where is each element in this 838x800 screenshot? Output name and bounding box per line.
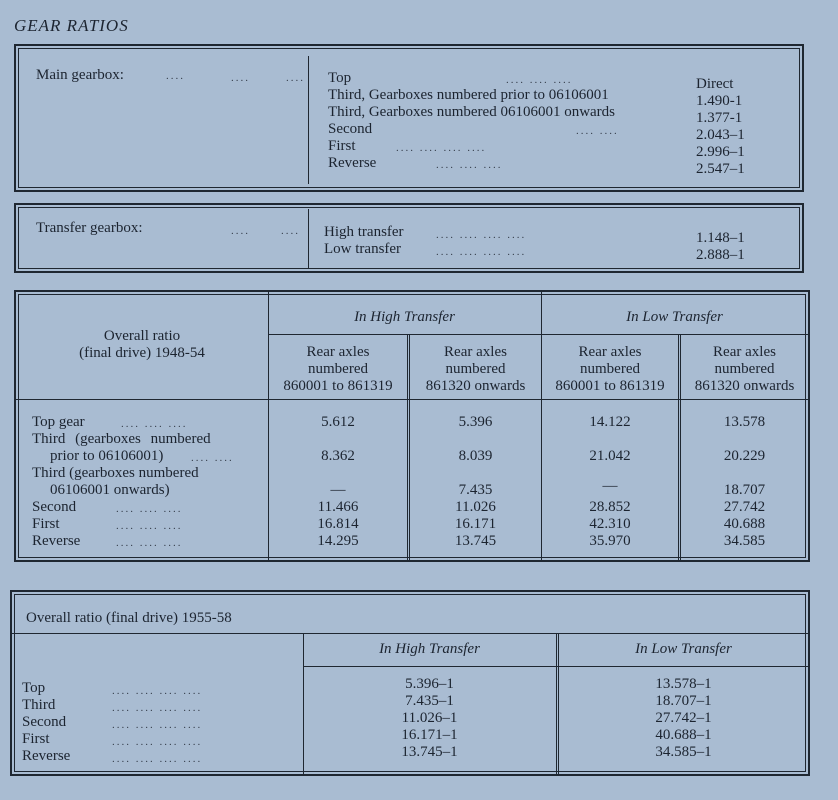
main-gear-second: Second xyxy=(328,121,373,137)
cell-reverse-c3: 35.970 xyxy=(589,533,631,549)
cell-reverse-c2: 13.745 xyxy=(454,533,497,549)
overall-1955-gear-top: Top xyxy=(22,680,46,696)
cell-third-a-c3: 21.042 xyxy=(589,448,631,464)
group-low-transfer: In Low Transfer xyxy=(626,309,723,325)
col-header-1-line2: numbered xyxy=(308,361,368,377)
col-header-4-line2: numbered xyxy=(714,361,775,377)
row-label-third-b2: 06106001 onwards) xyxy=(50,482,170,498)
cell-top-c2: 5.396 xyxy=(458,414,493,430)
overall-1955-high-second: 11.026–1 xyxy=(401,710,458,726)
overall-1955-group-low: In Low Transfer xyxy=(635,641,732,657)
overall-1948-label-1: Overall ratio xyxy=(103,328,181,344)
cell-third-a-c1: 8.362 xyxy=(321,448,355,464)
overall-1955-gear-second: Second xyxy=(22,714,67,730)
transfer-gearbox-label: Transfer gearbox: xyxy=(36,220,143,236)
main-gear-third-prior: Third, Gearboxes numbered prior to 06106001 xyxy=(328,87,609,103)
overall-1955-high-third: 7.435–1 xyxy=(405,693,454,709)
overall-1955-low-reverse: 34.585–1 xyxy=(655,744,712,760)
cell-second-c4: 27.742 xyxy=(723,499,766,515)
overall-1955-low-top: 13.578–1 xyxy=(655,676,712,692)
col-header-4-line3: 861320 onwards xyxy=(694,378,795,394)
overall-1955-group-high: In High Transfer xyxy=(379,641,480,657)
overall-1955-high-first: 16.171–1 xyxy=(401,727,458,743)
main-ratio-third-onwards: 1.377-1 xyxy=(696,110,743,126)
main-gearbox-box: Main gearbox: .... .... .... Top Third, Gearboxes numbered prior to 06106001 Third, Gearboxes numbered 06106001 onwards Second First Reverse .... .... .... .... .... .... .... .... .... .... .... .... Direct 1.490-1 1.377-1 2.043–1 2.996–1 2.547–1 xyxy=(14,44,804,192)
cell-third-b-c4: 18.707 xyxy=(723,482,766,498)
col-header-4-line1: Rear axles xyxy=(713,344,776,360)
cell-top-c4: 13.578 xyxy=(723,414,766,430)
cell-third-b-c2: 7.435 xyxy=(458,482,493,498)
row-label-third-b1: Third (gearboxes numbered xyxy=(32,465,199,481)
transfer-gearbox-box: Transfer gearbox: .... .... High transfer Low transfer .... .... .... .... .... .... .... .... 1.148–1 2.888–1 xyxy=(14,203,804,273)
cell-reverse-c1: 14.295 xyxy=(317,533,359,549)
row-label-first: First xyxy=(32,516,60,532)
overall-1955-gear-reverse: Reverse xyxy=(22,748,71,764)
main-gear-reverse: Reverse xyxy=(328,155,377,171)
cell-first-c1: 16.814 xyxy=(317,516,359,532)
overall-1955-high-reverse: 13.745–1 xyxy=(401,744,458,760)
overall-1948-label-2: (final drive) 1948-54 xyxy=(79,345,205,361)
overall-1955-gear-third: Third xyxy=(22,697,56,713)
overall-1955-high-top: 5.396–1 xyxy=(405,676,454,692)
transfer-gear-high: High transfer xyxy=(324,224,404,240)
col-header-3-line1: Rear axles xyxy=(578,344,642,360)
cell-second-c2: 11.026 xyxy=(455,499,496,515)
page-title: GEAR RATIOS xyxy=(14,16,129,35)
overall-1955-low-second: 27.742–1 xyxy=(655,710,712,726)
transfer-gear-low: Low transfer xyxy=(324,241,402,257)
col-header-2-line3: 861320 onwards xyxy=(425,378,526,394)
transfer-ratio-low: 2.888–1 xyxy=(696,247,745,263)
transfer-ratio-high: 1.148–1 xyxy=(696,230,745,246)
row-label-second: Second xyxy=(32,499,77,515)
col-header-3-line3: 860001 to 861319 xyxy=(555,378,665,394)
col-header-1-line3: 860001 to 861319 xyxy=(283,378,393,394)
overall-1955-low-third: 18.707–1 xyxy=(655,693,712,709)
main-ratio-third-prior: 1.490-1 xyxy=(696,93,743,109)
overall-1948-table: Overall ratio (final drive) 1948-54 In High Transfer In Low Transfer Rear axles numbered 860001 to 861319 Rear axles numbered 861320 onwards Rear axles numbered 860001 to 861319 Rear axles numbered 861320 onwards Top gear .... .... .... Third (gearboxes numbered prior to 06106001) .... .... Third (gearboxes numbered 06106001 onwards) Second .... .... .... First .... .... .... Reverse .... .... .... 5.612 8.362 — 11.466 16.814 14.295 5.396 8.039 7.435 11.026 16.171 13.745 14.122 21.042 — 28.852 42.310 35.970 13.578 20.229 18.707 27.742 40.688 34.585 xyxy=(14,290,810,562)
row-label-reverse: Reverse xyxy=(32,533,81,549)
cell-top-c1: 5.612 xyxy=(321,414,355,430)
col-header-1-line1: Rear axles xyxy=(306,344,370,360)
cell-second-c3: 28.852 xyxy=(589,499,631,515)
main-gear-first: First xyxy=(328,138,356,154)
overall-1955-table: Overall ratio (final drive) 1955-58 In High Transfer In Low Transfer Top Third Second First Reverse .... .... .... .... .... .... .... .... .... .... .... .... .... .... .... .... .... .... .... .... 5.396–1 7.435–1 11.026–1 16.171–1 13.745–1 13.578–1 18.707–1 27.742–1 40.688–1 34.585–1 xyxy=(10,590,810,776)
cell-third-a-c4: 20.229 xyxy=(723,448,766,464)
col-header-3-line2: numbered xyxy=(580,361,640,377)
col-header-2-line1: Rear axles xyxy=(444,344,507,360)
main-gearbox-label: Main gearbox: xyxy=(36,67,124,83)
cell-first-c4: 40.688 xyxy=(723,516,766,532)
main-gear-top: Top xyxy=(328,70,352,86)
cell-reverse-c4: 34.585 xyxy=(723,533,766,549)
main-ratio-reverse: 2.547–1 xyxy=(696,161,745,177)
overall-1955-gear-first: First xyxy=(22,731,50,747)
cell-third-b-c1: — xyxy=(330,482,346,498)
overall-1955-low-first: 40.688–1 xyxy=(655,727,712,743)
cell-third-b-c3: — xyxy=(602,478,618,494)
cell-top-c3: 14.122 xyxy=(589,414,631,430)
main-ratio-second: 2.043–1 xyxy=(696,127,745,143)
cell-first-c3: 42.310 xyxy=(589,516,631,532)
row-label-third-a2: prior to 06106001) xyxy=(50,448,164,464)
main-ratio-first: 2.996–1 xyxy=(696,144,745,160)
cell-second-c1: 11.466 xyxy=(317,499,359,515)
row-label-third-a1: Third (gearboxes numbered xyxy=(32,431,211,447)
col-header-2-line2: numbered xyxy=(445,361,506,377)
row-label-top: Top gear xyxy=(32,414,85,430)
main-ratio-top: Direct xyxy=(696,76,734,92)
cell-first-c2: 16.171 xyxy=(454,516,497,532)
overall-1955-label: Overall ratio (final drive) 1955-58 xyxy=(26,610,232,626)
group-high-transfer: In High Transfer xyxy=(354,309,455,325)
main-gear-third-onwards: Third, Gearboxes numbered 06106001 onwards xyxy=(328,104,616,120)
cell-third-a-c2: 8.039 xyxy=(458,448,493,464)
